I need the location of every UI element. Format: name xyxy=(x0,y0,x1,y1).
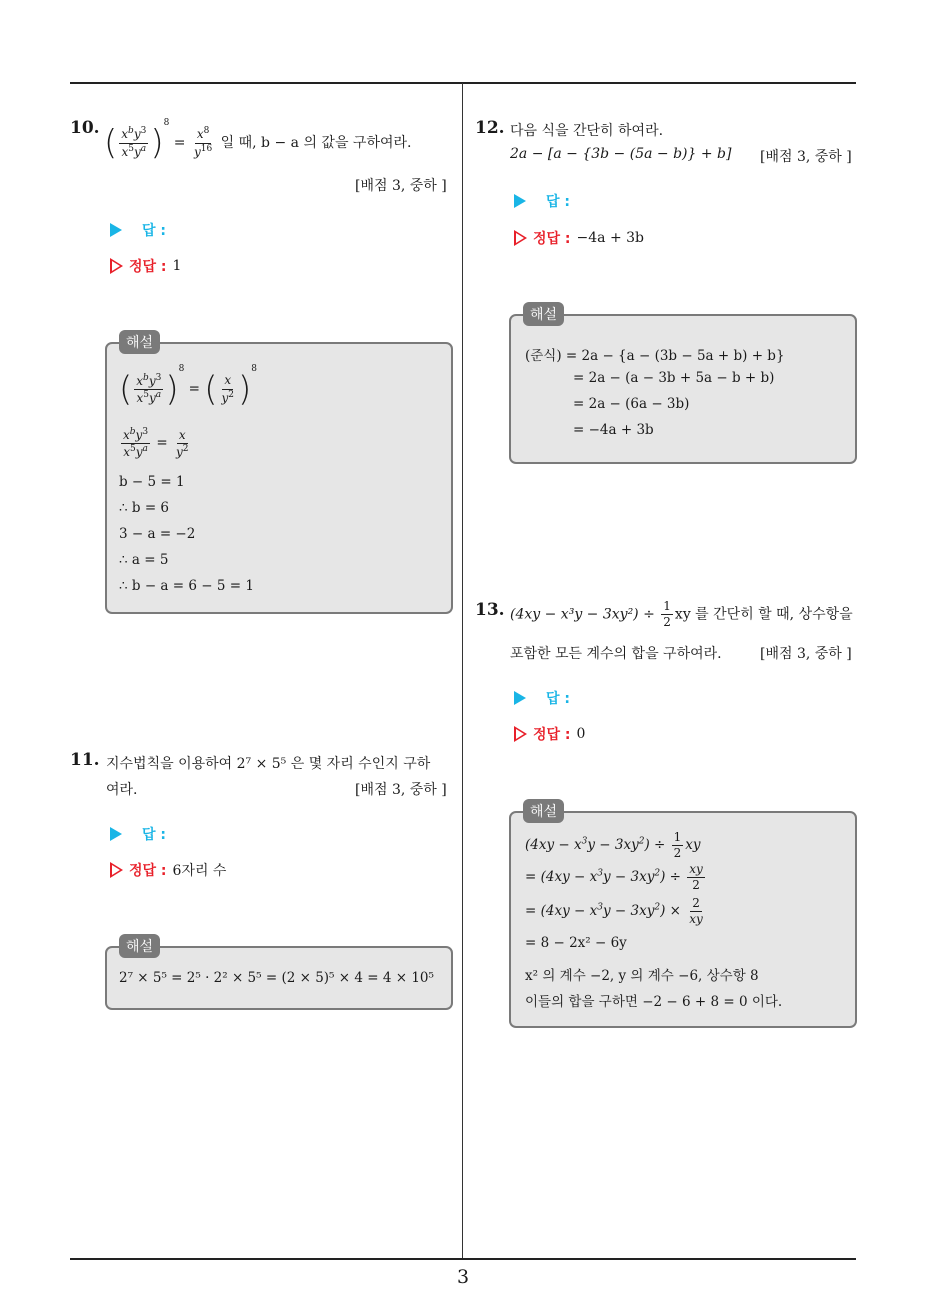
correct-label: 정답 : xyxy=(533,231,571,247)
solution-step-2: = $(4xy - x^3y - 3xy^2)$ ÷ $\frac{xy}{2}$ xyxy=(525,862,703,893)
solution-line: ∴ b − a = 6 − 5 = 1 xyxy=(119,578,254,594)
question-meta: [배점 3, 중하 ] xyxy=(355,178,447,194)
outline-triangle-icon xyxy=(514,230,527,246)
solution-tag: 해설 xyxy=(119,934,160,958)
question-meta: [배점 3, 중하 ] xyxy=(355,782,447,798)
solution-step-1: ( $\frac{x^by^3}{x^5y^a}$ )$^8$ = ( $\frac{x}{y^2}$ )$^8$ xyxy=(119,364,258,410)
question-text: 포함한 모든 계수의 합을 구하여라. xyxy=(510,646,722,662)
solution-line: x² 의 계수 −2, y 의 계수 −6, 상수항 8 xyxy=(525,968,759,984)
outline-triangle-icon xyxy=(514,726,527,742)
solution-line: (준식) = 2a − {a − (3b − 5a + b) + b} xyxy=(525,348,785,364)
solution-step-3: = $(4xy - x^3y - 3xy^2)$ × $\frac{2}{xy}$ xyxy=(525,896,703,927)
solution-tag: 해설 xyxy=(119,330,160,354)
solution-line: 2⁷ × 5⁵ = 2⁵ · 2² × 5⁵ = (2 × 5)⁵ × 4 = 4 × 10⁵ xyxy=(119,970,434,986)
play-icon xyxy=(110,223,122,237)
solution-tag: 해설 xyxy=(523,302,564,326)
question-number: 10. xyxy=(70,118,100,138)
question-expression: 2a − [a − {3b − (5a − b)} + b] xyxy=(510,146,732,162)
question-text: 지수법칙을 이용하여 2⁷ × 5⁵ 은 몇 자리 수인지 구하 xyxy=(106,756,431,772)
question-expression: (4xy − x³y − 3xy²) ÷ $\frac{1}{2}$ xy 를 간단히 할 때, 상수항을 xyxy=(510,599,853,630)
correct-value: 6자리 수 xyxy=(172,863,227,879)
solution-line: = 2a − (6a − 3b) xyxy=(573,396,690,412)
solution-step-2: $\frac{x^by^3}{x^5y^a}$ = $\frac{x}{y^2}$ xyxy=(123,427,189,460)
solution-step-1: $(4xy - x^3y - 3xy^2)$ ÷ $\frac{1}{2}$ xy xyxy=(525,830,701,861)
correct-label: 정답 : xyxy=(129,863,167,879)
correct-value: −4a + 3b xyxy=(576,230,645,246)
play-icon xyxy=(110,827,122,841)
solution-line: = 8 − 2x² − 6y xyxy=(525,935,627,951)
bottom-rule xyxy=(70,1258,856,1260)
correct-answer-row xyxy=(514,724,585,744)
correct-label: 정답 : xyxy=(533,727,571,743)
page-number: 3 xyxy=(456,1266,470,1288)
play-icon xyxy=(514,194,526,208)
solution-line: b − 5 = 1 xyxy=(119,474,185,490)
outline-triangle-icon xyxy=(110,862,123,878)
correct-value: 0 xyxy=(576,726,586,742)
question-text: 여라. xyxy=(106,782,138,798)
answer-row xyxy=(514,191,570,211)
question-text: 다음 식을 간단히 하여라. xyxy=(510,123,664,139)
correct-answer-row xyxy=(514,228,644,248)
answer-row xyxy=(514,688,570,708)
question-meta: [배점 3, 중하 ] xyxy=(760,646,852,662)
answer-row xyxy=(110,220,166,240)
column-divider xyxy=(462,83,463,1259)
play-icon xyxy=(514,691,526,705)
answer-row xyxy=(110,824,166,844)
question-meta: [배점 3, 중하 ] xyxy=(760,149,852,165)
solution-line: = 2a − (a − 3b + 5a − b + b) xyxy=(573,370,775,386)
solution-line: 이들의 합을 구하면 −2 − 6 + 8 = 0 이다. xyxy=(525,994,783,1010)
answer-label: 답 : xyxy=(546,194,570,210)
outline-triangle-icon xyxy=(110,258,123,274)
question-number: 11. xyxy=(70,750,100,770)
solution-line: = −4a + 3b xyxy=(573,422,654,438)
answer-label: 답 : xyxy=(142,223,166,239)
solution-box xyxy=(509,314,857,464)
answer-label: 답 : xyxy=(142,827,166,843)
correct-answer-row xyxy=(110,860,226,880)
correct-value: 1 xyxy=(172,258,182,274)
solution-tag: 해설 xyxy=(523,799,564,823)
question-text: 일 때, b − a 의 값을 구하여라. xyxy=(220,135,412,151)
solution-line: 3 − a = −2 xyxy=(119,526,196,542)
solution-line: ∴ a = 5 xyxy=(119,552,169,568)
answer-label: 답 : xyxy=(546,691,570,707)
question-number: 12. xyxy=(475,118,505,138)
solution-line: ∴ b = 6 xyxy=(119,500,170,516)
solution-box xyxy=(509,811,857,1028)
question-expression: ( $\frac{x^by^3}{x^5y^a}$ )$^8$ = $\frac{x^8}{y^{16}}$ 일 때, b − a 의 값을 구하여라. xyxy=(104,118,412,163)
correct-answer-row xyxy=(110,256,181,276)
solution-box xyxy=(105,342,453,614)
correct-label: 정답 : xyxy=(129,259,167,275)
question-number: 13. xyxy=(475,600,505,620)
